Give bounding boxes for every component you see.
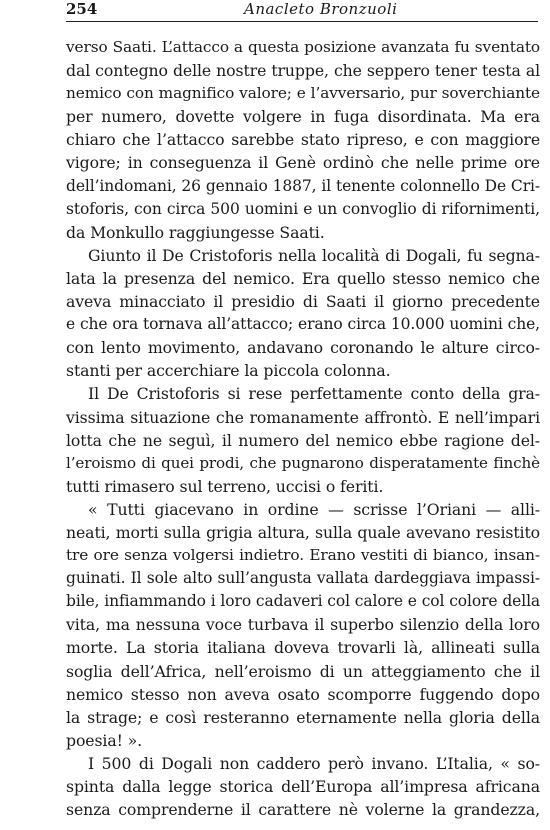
text-line: lotta che ne seguì, il numero del nemico ebbe ragione del-	[66, 430, 540, 450]
text-line: tutti rimasero sul terreno, uccisi o feriti.	[66, 476, 384, 496]
text-line: chiaro che l’attacco sarebbe stato ripreso, e con maggiore	[66, 130, 540, 150]
text-line: vissima situazione che romanamente affrontò. E nell’impari	[66, 407, 540, 427]
text-line: stanti per accerchiare la piccola colonna.	[66, 361, 391, 381]
text-line: dal contegno delle nostre truppe, che seppero tener testa al	[66, 61, 540, 81]
text-line: poesia! ».	[66, 730, 143, 750]
text-line: con lento movimento, andavano coronando le alture circo-	[66, 338, 540, 358]
text-line: tre ore senza volgersi indietro. Erano vestiti di bianco, insan-	[66, 546, 540, 565]
text-line: vigore; in conseguenza il Genè ordinò che nelle prime ore	[66, 153, 540, 173]
text-line: verso Saati. L’attacco a questa posizione avanzata fu sventato	[66, 38, 540, 56]
text-line: spinta dalla legge storica dell’Europa all’impresa africana	[66, 777, 540, 796]
header-rule	[66, 21, 538, 22]
text-line: « Tutti giacevano in ordine — scrisse l’Oriani — alli-	[88, 499, 540, 519]
text-line: per numero, dovette volgere in fuga disordinata. Ma era	[66, 107, 540, 127]
text-line: l’eroismo di quei prodi, che pugnarono disperatamente finchè	[66, 453, 540, 472]
running-title: Anacleto Bronzuoli	[244, 0, 398, 18]
running-head	[66, 0, 540, 22]
text-line: nemico con magnifico valore; e l’avversario, pur soverchiante	[66, 84, 540, 103]
text-line: soglia dell’Africa, nell’eroismo di un atteggiamento che il	[66, 661, 540, 681]
text-line: guinati. Il sole alto sull’angusta vallata dardeggiava impassi-	[66, 569, 540, 588]
text-line: bile, infiammando i loro cadaveri col calore e col colore della	[66, 592, 541, 611]
text-line: nemico stesso non aveva osato scomporre fuggendo dopo	[66, 684, 540, 704]
text-line: lata la presenza del nemico. Era quello stesso nemico che	[66, 268, 540, 288]
body-text	[66, 36, 540, 821]
text-line: vita, ma nessuna voce turbava il superbo silenzio della loro	[66, 615, 540, 635]
text-line: senza comprenderne il carattere nè volerne la grandezza,	[66, 800, 540, 820]
text-line: morte. La storia italiana doveva trovarli là, allineati sulla	[66, 638, 540, 658]
text-line: dell’indomani, 26 gennaio 1887, il tenente colonnello De Cri-	[66, 176, 540, 195]
text-line: Il De Cristoforis si rese perfettamente conto della gra-	[88, 384, 540, 404]
text-line: e che ora tornava all’attacco; erano circa 10.000 uomini che,	[66, 315, 540, 334]
text-line: la strage; e così resteranno eternamente nella gloria della	[66, 707, 540, 727]
text-line: neati, morti sulla grigia altura, sulla quale avevano resistito	[66, 522, 540, 542]
text-line: Giunto il De Cristoforis nella località di Dogali, fu segna-	[88, 245, 540, 265]
text-line: I 500 di Dogali non caddero però invano. L’Italia, « so-	[88, 753, 540, 773]
text-line: da Monkullo raggiungesse Saati.	[66, 222, 325, 242]
page-number: 254	[66, 0, 98, 18]
text-line: aveva minacciato il presidio di Saati il giorno precedente	[66, 292, 540, 312]
text-line: stoforis, con circa 500 uomini e un convoglio di rifornimenti,	[66, 199, 540, 218]
